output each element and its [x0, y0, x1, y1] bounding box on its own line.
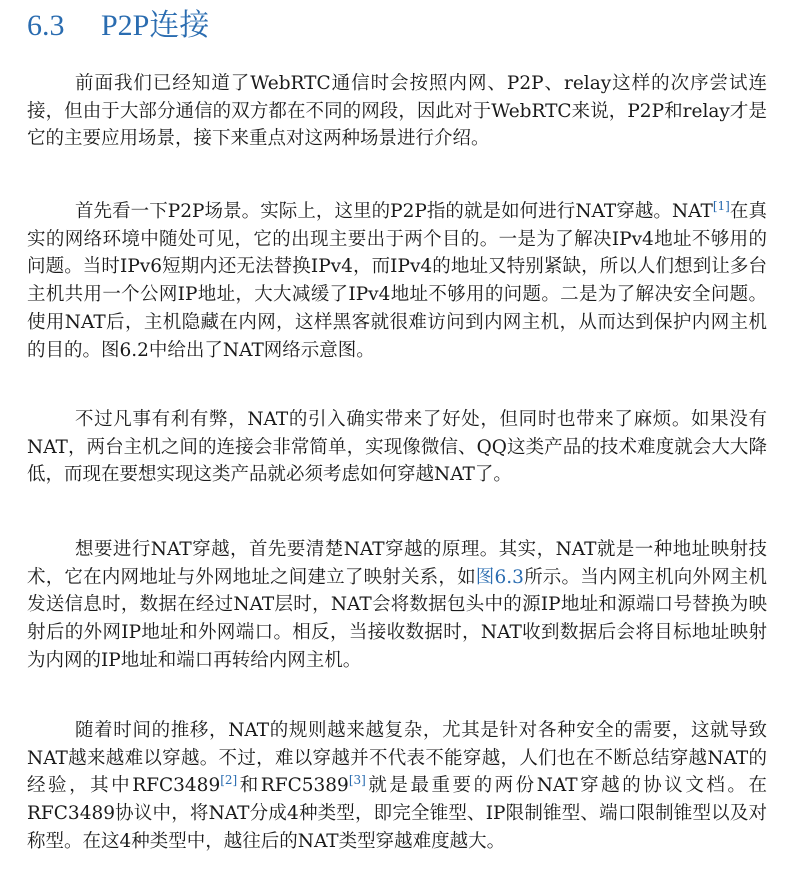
paragraph-4-text-b: 所示。当内网主机向外网主机发送信息时，数据在经过NAT层时，NAT会将数据包头中的源IP地址和源端口号替换为映射后的外网IP地址和外网端口。相反，当接收数据时，NAT收到数据后会将目标地址映射为内网的IP地址和端口再转给内网主机。: [27, 566, 767, 671]
paragraph-2-text-a: 首先看一下P2P场景。实际上，这里的P2P指的就是如何进行NAT穿越。NAT: [75, 201, 713, 222]
section-title: P2P连接: [101, 9, 210, 42]
paragraph-4-text-a: 想要进行NAT穿越，首先要清楚NAT穿越的原理。其实，NAT就是一种地址映射技术，它在内网地址与外网地址之间建立了映射关系，如: [27, 539, 767, 588]
footnote-ref-3[interactable]: [3]: [348, 773, 366, 788]
section-number: 6.3: [27, 9, 65, 42]
paragraph-3: [27, 406, 767, 489]
paragraph-3-text: 不过凡事有利有弊，NAT的引入确实带来了好处，但同时也带来了麻烦。如果没有NAT，两台主机之间的连接会非常简单，实现像微信、QQ这类产品的技术难度就会大大降低，而现在要想实现这类产品就必须考虑如何穿越NAT了。: [27, 409, 767, 486]
figure-6-3-link[interactable]: 图6.3: [475, 566, 524, 588]
paragraph-1: [27, 70, 767, 153]
paragraph-5: [27, 717, 767, 856]
paragraph-1-text: 前面我们已经知道了WebRTC通信时会按照内网、P2P、relay这样的次序尝试连接，但由于大部分通信的双方都在不同的网段，因此对于WebRTC来说，P2P和relay才是它的主要应用场景，接下来重点对这两种场景进行介绍。: [27, 73, 767, 150]
paragraph-2-text-b: 在真实的网络环境中随处可见，它的出现主要出于两个目的。一是为了解决IPv4地址不够用的问题。当时IPv6短期内还无法替换IPv4，而IPv4的地址又特别紧缺，所以人们想到让多台主机共用一个公网IP地址，大大减缓了IPv4地址不够用的问题。二是为了解决安全问题。使用NAT后，主机隐藏在内网，这样黑客就很难访问到内网主机，从而达到保护内网主机的目的。图6.2中给出了NAT网络示意图。: [27, 201, 767, 361]
footnote-ref-1[interactable]: [1]: [712, 198, 730, 213]
paragraph-5-text-mid: 和RFC5389: [237, 775, 349, 797]
footnote-ref-2[interactable]: [2]: [220, 773, 238, 788]
paragraph-5-text-a: 随着时间的推移，NAT的规则越来越复杂，尤其是针对各种安全的需要，这就导致NAT越来越难以穿越。不过，难以穿越并不代表不能穿越，人们也在不断总结穿越NAT的经验，其中RFC3489: [27, 720, 767, 797]
paragraph-2: [27, 198, 767, 364]
paragraph-5-text-b: 就是最重要的两份NAT穿越的协议文档。在RFC3489协议中，将NAT分成4种类型，即完全锥型、IP限制锥型、端口限制锥型以及对称型。在这4种类型中，越往后的NAT类型穿越难度越大。: [27, 775, 767, 852]
section-heading: [27, 4, 209, 48]
paragraph-4: [27, 536, 767, 675]
